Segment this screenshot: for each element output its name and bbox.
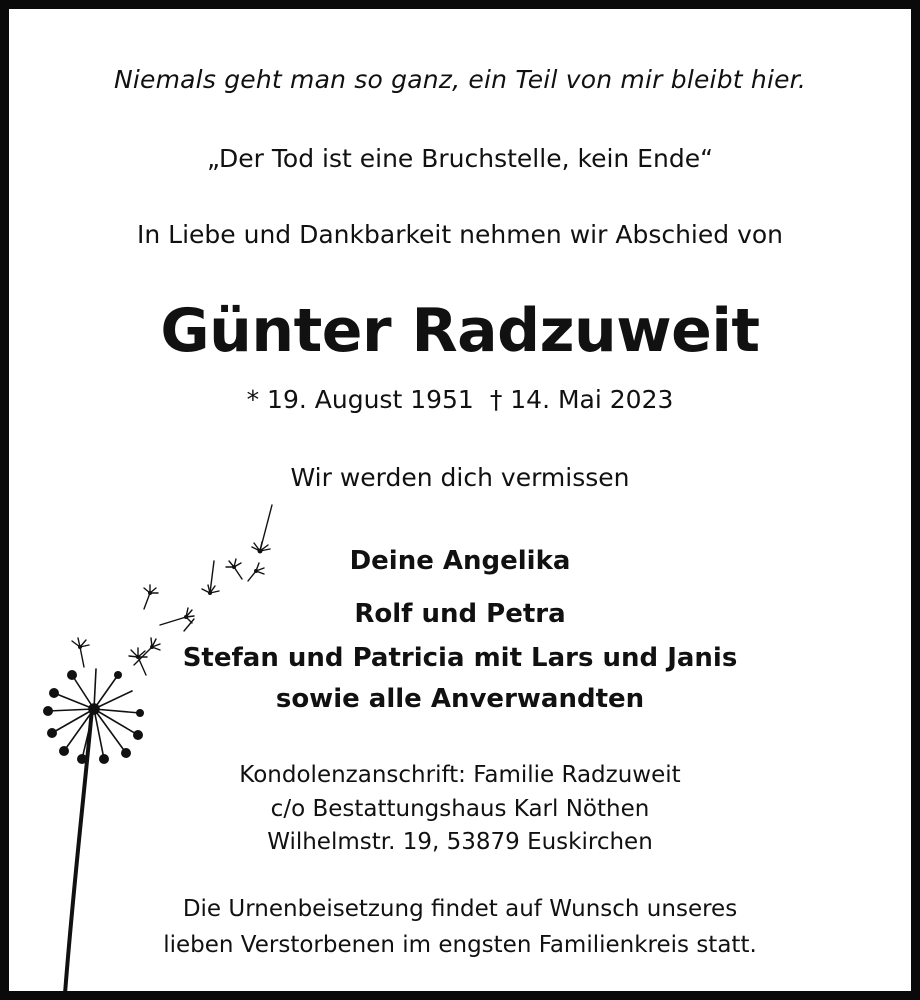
condolence-address-line: Kondolenzanschrift: Familie Radzuweit	[239, 762, 681, 788]
mourner-line: sowie alle Anverwandten	[275, 684, 645, 714]
funeral-notice-line: lieben Verstorbenen im engsten Familienkreis statt.	[163, 932, 757, 958]
funeral-notice-line: Die Urnenbeisetzung findet auf Wunsch unseres	[182, 896, 738, 922]
life-dates	[9, 387, 911, 412]
closing-text: Wir werden dich vermissen	[290, 463, 630, 492]
intro-text: In Liebe und Dankbarkeit nehmen wir Abschied von	[136, 220, 784, 249]
birth-date: * 19. August 1951	[246, 385, 474, 414]
mourner-line: Rolf und Petra	[354, 599, 566, 629]
motto: Niemals geht man so ganz, ein Teil von mir bleibt hier.	[113, 65, 807, 94]
quote: „Der Tod ist eine Bruchstelle, kein Ende“	[206, 144, 714, 173]
death-date: † 14. Mai 2023	[489, 385, 674, 414]
mourner-line: Stefan und Patricia mit Lars und Janis	[182, 643, 738, 673]
condolence-address-line: Wilhelmstr. 19, 53879 Euskirchen	[267, 829, 653, 855]
mourner-line: Deine Angelika	[349, 546, 571, 576]
condolence-address-line: c/o Bestattungshaus Karl Nöthen	[270, 796, 650, 822]
deceased-name: Günter Radzuweit	[160, 296, 760, 366]
